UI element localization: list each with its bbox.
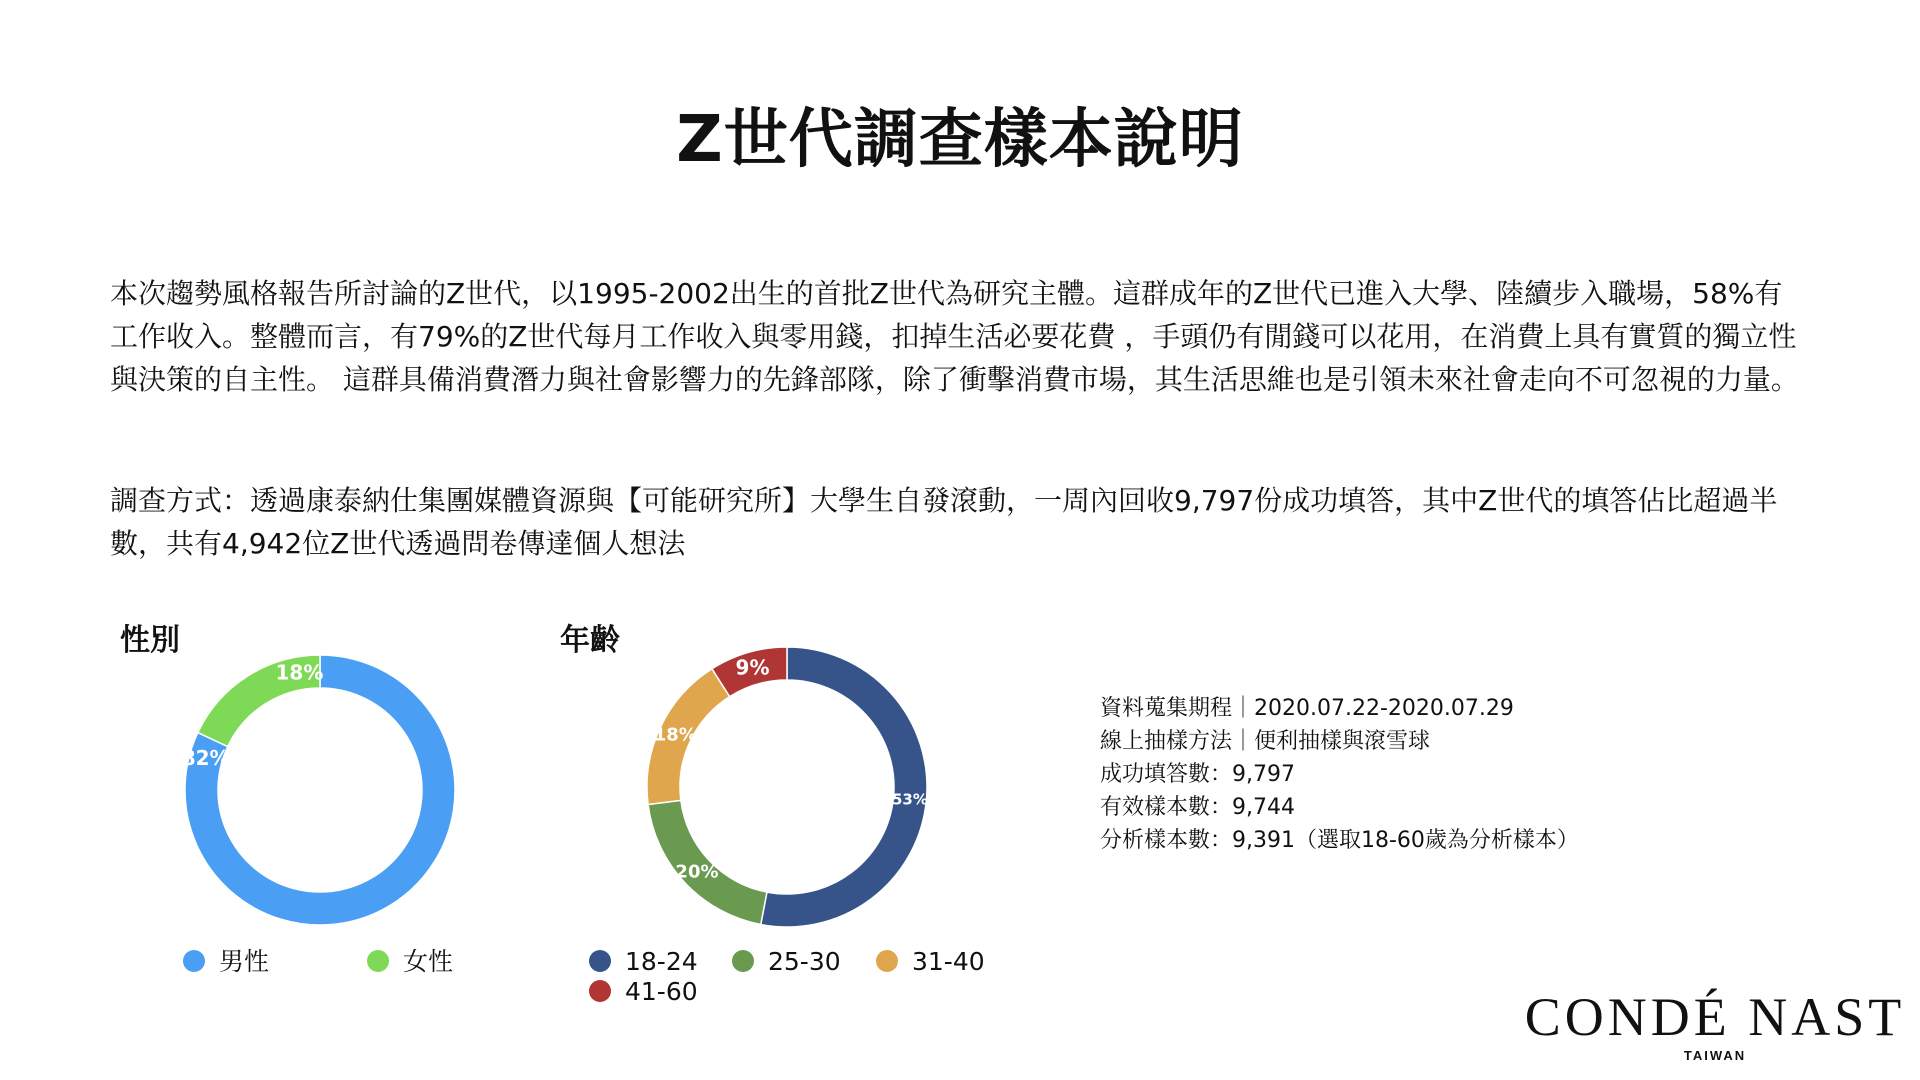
data-label-18-24: 53% — [891, 790, 928, 809]
page-title: Z世代調查樣本說明 — [676, 103, 1244, 177]
logo-wordmark: CONDÉ NAST — [1524, 987, 1906, 1047]
legend-label: 41-60 — [625, 977, 698, 1006]
info-sampling-method: 線上抽樣方法｜便利抽樣與滾雪球 — [1100, 729, 1431, 754]
legend-item-25-30 — [732, 947, 841, 977]
legend-label: 男性 — [219, 947, 270, 976]
age-chart-title: 年齡 — [560, 623, 620, 658]
legend-item-41-60 — [589, 977, 698, 1007]
legend-swatch — [876, 950, 898, 972]
info-completed-count: 成功填答數：9,797 — [1100, 762, 1295, 787]
data-label-女性: 18% — [275, 660, 324, 685]
legend-swatch — [367, 950, 389, 972]
data-label-41-60: 9% — [735, 655, 770, 680]
info-collection-period: 資料蒐集期程｜2020.07.22-2020.07.29 — [1100, 696, 1514, 721]
legend-item-31-40 — [876, 947, 985, 977]
donut-slice-18-24 — [761, 647, 927, 927]
method-paragraph: 調查方式：透過康泰納仕集團媒體資源與【可能研究所】大學生自發滾動，一周內回收9,797份成功填答，其中Z世代的填答佔比超過半數，共有4,942位Z世代透過問卷傳達個人想法 — [110, 484, 1778, 560]
info-analysis-count: 分析樣本數：9,391（選取18-60歲為分析樣本） — [1100, 828, 1579, 853]
legend-swatch — [589, 950, 611, 972]
legend-swatch — [183, 950, 205, 972]
sample-info — [1100, 692, 1579, 857]
age-donut-chart — [642, 642, 932, 932]
info-valid-count: 有效樣本數：9,744 — [1100, 795, 1295, 820]
legend-item-女性 — [367, 947, 453, 977]
legend-label: 25-30 — [768, 947, 841, 976]
data-label-25-30: 20% — [675, 861, 719, 883]
intro-paragraph: 本次趨勢風格報告所討論的Z世代，以1995-2002出生的首批Z世代為研究主體。這群成年的Z世代已進入大學、陸續步入職場，58%有工作收入。整體而言，有79%的Z世代每月工作收入與零用錢，扣掉生活必要花費 ，手頭仍有閒錢可以花用，在消費上具有實質的獨立性與決策的自主性。 這群具備消費潛力與社會影響力的先鋒部隊，除了衝擊消費市場，其生活思維也是引領未來社會走向不可忽視的力量。 — [110, 277, 1799, 396]
gender-chart-title: 性別 — [120, 623, 180, 658]
legend-item-男性 — [183, 947, 269, 977]
logo-subtitle: TAIWAN — [1683, 1048, 1747, 1063]
legend-label: 18-24 — [625, 947, 698, 976]
data-label-31-40: 18% — [653, 724, 697, 746]
legend-item-18-24 — [589, 947, 698, 977]
legend-swatch — [732, 950, 754, 972]
data-label-男性: 82% — [181, 745, 230, 770]
gender-donut-chart — [180, 650, 460, 930]
legend-label: 31-40 — [912, 947, 985, 976]
conde-nast-logo — [1515, 987, 1915, 1063]
legend-swatch — [589, 980, 611, 1002]
legend-label: 女性 — [403, 947, 454, 976]
